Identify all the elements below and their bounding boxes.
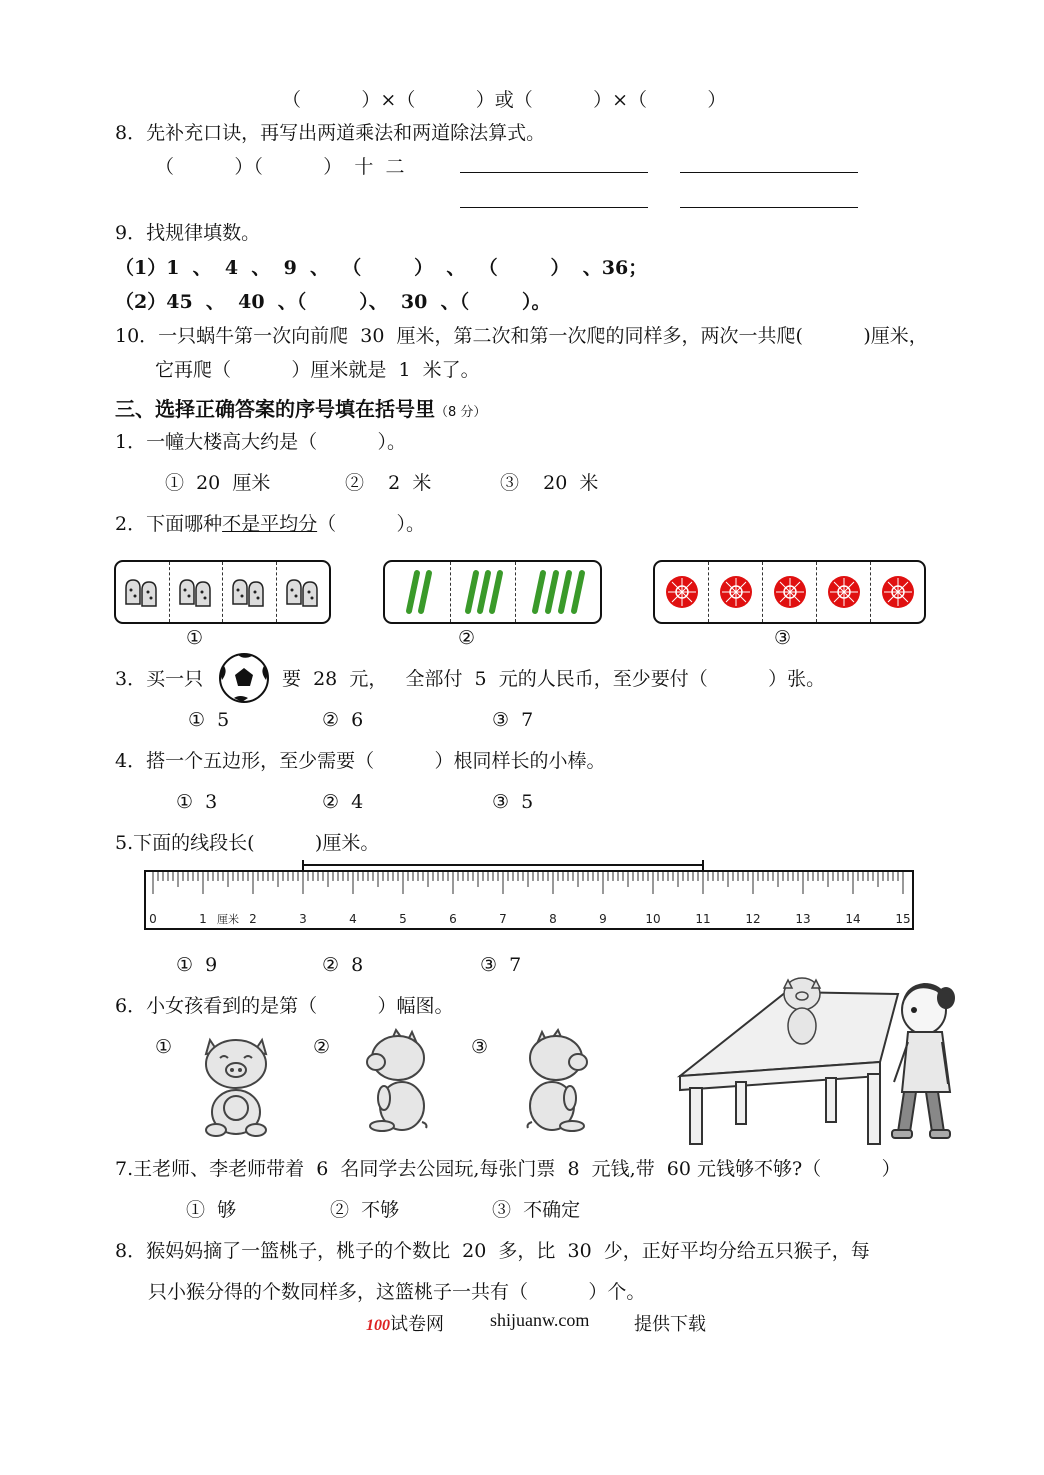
ruler-number: 9	[599, 912, 607, 926]
pig-side-view-right	[514, 1022, 594, 1134]
ruler-unit-label: 厘米	[217, 913, 239, 926]
fill-question-8-title: 8．先补充口诀，再写出两道乘法和两道除法算式。	[115, 122, 546, 144]
red-flower-icon	[772, 574, 808, 610]
girl-looking-at-pig-on-table	[676, 972, 964, 1146]
sticks-box	[383, 560, 602, 624]
pig-front-view	[196, 1028, 276, 1140]
site-name: 试卷网	[390, 1314, 444, 1334]
choice-3-option-3: ③ 7	[492, 709, 534, 731]
choice-1-option-3: ③ 20 米	[500, 472, 599, 494]
sticks-icon	[460, 569, 506, 615]
footer-domain: shijuanw.com	[490, 1310, 590, 1330]
choice-5-option-3: ③ 7	[480, 954, 522, 976]
choice-3-question: 要 28 元， 全部付 5 元的人民币，至少要付（ ）张。	[282, 668, 826, 690]
red-flower-icon	[826, 574, 862, 610]
sticks-cell	[450, 562, 516, 622]
ruler-number: 6	[449, 912, 457, 926]
gloves-cell	[116, 562, 169, 622]
flower-cell	[708, 562, 762, 622]
choice-1-option-2: ② 2 米	[345, 472, 432, 494]
ruler-number: 11	[695, 912, 711, 926]
section-3-title: 三、选择正确答案的序号填在括号里	[115, 397, 435, 421]
flower-cell	[870, 562, 924, 622]
ruler	[144, 870, 914, 930]
ruler-number: 4	[349, 912, 357, 926]
answer-line	[460, 207, 648, 208]
glove-pair-icon	[281, 574, 325, 610]
flower-cell	[762, 562, 816, 622]
choice-2-label-2: ②	[458, 627, 476, 649]
gloves-box	[114, 560, 331, 624]
choice-2-label-1: ①	[186, 627, 204, 649]
choice-2-label-3: ③	[774, 627, 792, 649]
glove-pair-icon	[174, 574, 218, 610]
choice-4-option-1: ① 3	[176, 791, 218, 813]
choice-2-underlined: 不是平均分	[222, 513, 318, 535]
answer-line	[680, 172, 858, 173]
ruler-number: 1	[199, 912, 207, 926]
choice-question-2	[115, 512, 425, 536]
section-3-score: （8 分）	[435, 405, 487, 420]
footer-note: 提供下载	[634, 1314, 706, 1334]
choice-5-option-2: ② 8	[322, 954, 364, 976]
top-multiplication-blanks: （ ）×（ ）或（ ）×（ ）	[282, 89, 727, 111]
ruler-number: 12	[745, 912, 761, 926]
answer-line	[460, 172, 648, 173]
choice-question-7: 7.王老师、李老师带着 6 名同学去公园玩,每张门票 8 元钱,带 60 元钱够不够?（ ）	[115, 1158, 901, 1180]
flowers-box	[653, 560, 926, 624]
ruler-number: 0	[149, 912, 157, 926]
choice-question-1: 1．一幢大楼高大约是（ ）。	[115, 431, 406, 453]
fill-question-9-line2: （2）45 、 40 、（ ）、 30 、（ ）。	[115, 291, 551, 313]
choice-1-option-1: ① 20 厘米	[165, 472, 271, 494]
choice-3-option-2: ② 6	[322, 709, 364, 731]
choice-6-label-2: ②	[313, 1036, 331, 1058]
ruler-number: 5	[399, 912, 407, 926]
soccer-ball-icon	[218, 652, 270, 704]
pig-side-view-left	[360, 1022, 440, 1134]
choice-7-option-1: ① 够	[186, 1199, 237, 1221]
choice-7-option-3: ③ 不确定	[492, 1199, 581, 1221]
choice-6-label-3: ③	[471, 1036, 489, 1058]
gloves-cell	[276, 562, 330, 622]
choice-5-option-1: ① 9	[176, 954, 218, 976]
answer-line	[680, 207, 858, 208]
choice-question-4: 4．搭一个五边形，至少需要（ ）根同样长的小棒。	[115, 750, 606, 772]
ruler-number: 10	[645, 912, 661, 926]
choice-4-option-2: ② 4	[322, 791, 364, 813]
choice-question-8-line1: 8．猴妈妈摘了一篮桃子，桃子的个数比 20 多，比 30 少，正好平均分给五只猴子，每	[115, 1240, 870, 1262]
choice-4-option-3: ③ 5	[492, 791, 534, 813]
choice-6-label-1: ①	[155, 1036, 173, 1058]
choice-3-option-1: ① 5	[188, 709, 230, 731]
sticks-cell	[385, 562, 450, 622]
sticks-icon	[399, 569, 435, 615]
ruler-number: 7	[499, 912, 507, 926]
section-3-heading	[115, 397, 486, 425]
choice-question-5: 5.下面的线段长( )厘米。	[115, 832, 380, 854]
choice-question-8-line2: 只小猴分得的个数同样多，这篮桃子一共有（ ）个。	[148, 1281, 646, 1303]
gloves-cell	[222, 562, 276, 622]
glove-pair-icon	[120, 574, 164, 610]
choice-2-prefix: 2．下面哪种	[115, 513, 223, 535]
fill-question-10-line1: 10．一只蜗牛第一次向前爬 30 厘米，第二次和第一次爬的同样多，两次一共爬( )厘米，	[115, 325, 928, 347]
ruler-number: 2	[249, 912, 257, 926]
site-logo: 100	[366, 1317, 390, 1334]
red-flower-icon	[880, 574, 916, 610]
glove-pair-icon	[227, 574, 271, 610]
flower-cell	[816, 562, 870, 622]
ruler-number: 3	[299, 912, 307, 926]
red-flower-icon	[718, 574, 754, 610]
footer-site	[366, 1310, 444, 1336]
ruler-number: 13	[795, 912, 811, 926]
gloves-cell	[169, 562, 223, 622]
ruler-number: 14	[845, 912, 861, 926]
choice-question-6: 6．小女孩看到的是第（ ）幅图。	[115, 995, 454, 1017]
choice-2-suffix: （ ）。	[317, 513, 426, 535]
fill-question-10-line2: 它再爬（ ）厘米就是 1 米了。	[155, 359, 480, 381]
flower-cell	[655, 562, 708, 622]
fill-question-9-title: 9．找规律填数。	[115, 222, 261, 244]
fill-question-8-blank-rhyme: （ ）（ ） 十 二	[155, 156, 405, 178]
fill-question-9-line1: （1）1 、 4 、 9 、 （ ） 、 （ ） 、36；	[115, 257, 648, 279]
ruler-number: 15	[895, 912, 911, 926]
sticks-icon	[527, 569, 589, 615]
choice-3-prefix: 3．买一只	[115, 668, 204, 690]
choice-7-option-2: ② 不够	[330, 1199, 400, 1221]
ruler-number: 8	[549, 912, 557, 926]
sticks-cell	[515, 562, 600, 622]
red-flower-icon	[664, 574, 700, 610]
